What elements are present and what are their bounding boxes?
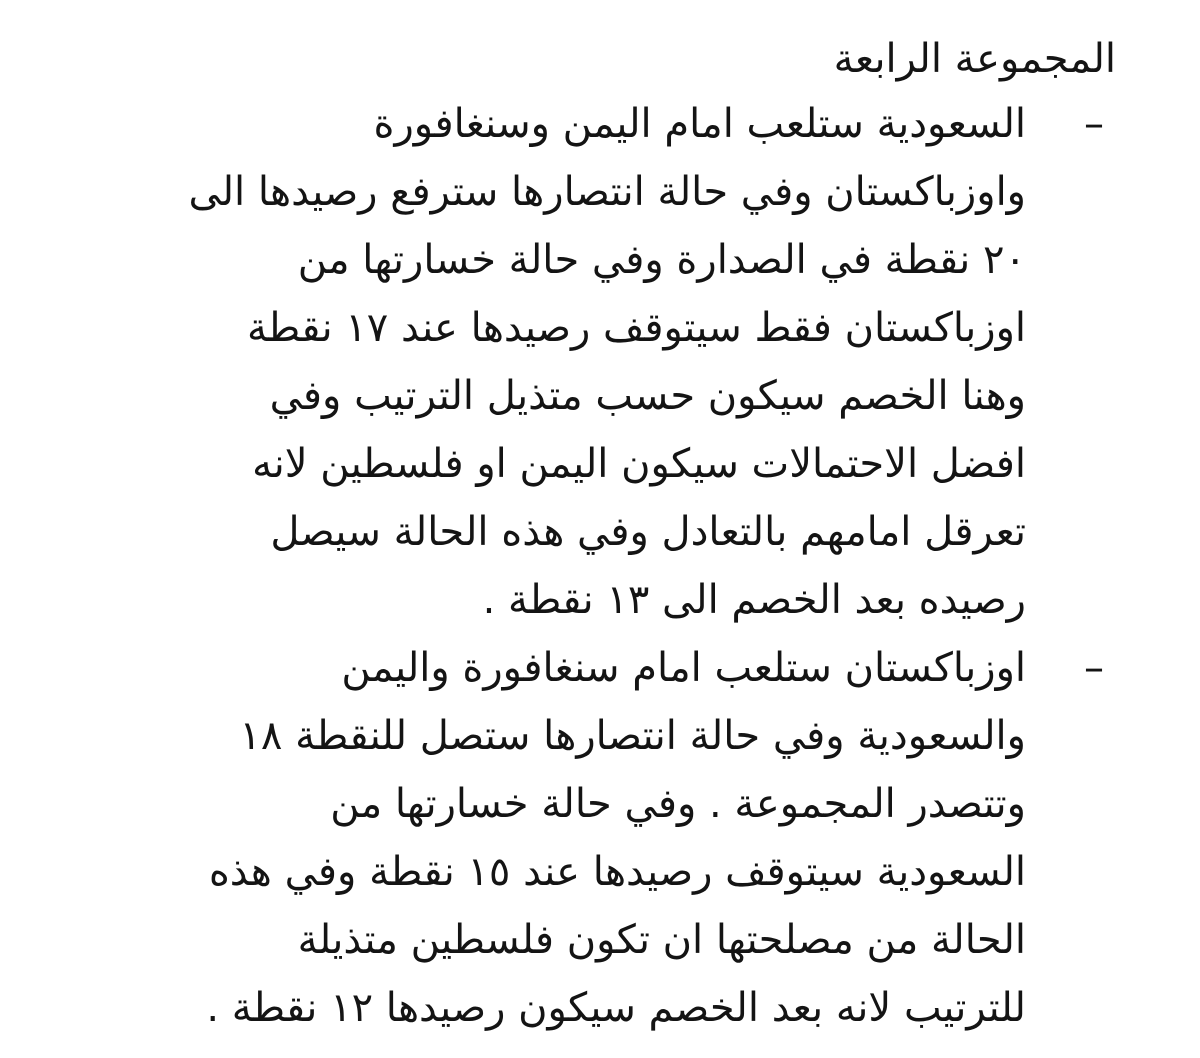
paragraph-line: افضل الاحتمالات سيكون اليمن او فلسطين لانه bbox=[252, 441, 1026, 487]
paragraph-line: ٢٠ نقطة في الصدارة وفي حالة خسارتها من bbox=[297, 237, 1026, 283]
group-title: المجموعة الرابعة bbox=[833, 36, 1116, 82]
paragraph-line: والسعودية وفي حالة انتصارها ستصل للنقطة ١٨ bbox=[239, 713, 1026, 759]
paragraph-line: الحالة من مصلحتها ان تكون فلسطين متذيلة bbox=[297, 917, 1026, 963]
paragraph-line: اوزباكستان ستلعب امام سنغافورة واليمن bbox=[341, 645, 1026, 691]
paragraph-line: للترتيب لانه بعد الخصم سيكون رصيدها ١٢ نقطة . bbox=[206, 985, 1026, 1031]
document-body bbox=[92, 28, 1122, 1042]
paragraph-line: تعرقل امامهم بالتعادل وفي هذه الحالة سيصل bbox=[270, 509, 1026, 555]
dash-bullet-icon: – bbox=[1084, 645, 1104, 691]
list-item-uzbekistan bbox=[92, 634, 1122, 1042]
bullet-list bbox=[92, 90, 1122, 1042]
paragraph-line: وتتصدر المجموعة . وفي حالة خسارتها من bbox=[330, 781, 1026, 827]
paragraph-line: رصيده بعد الخصم الى ١٣ نقطة . bbox=[482, 577, 1026, 623]
paragraph-line: اوزباكستان فقط سيتوقف رصيدها عند ١٧ نقطة bbox=[246, 305, 1026, 351]
list-item-saudi bbox=[92, 90, 1122, 634]
paragraph-line: السعودية ستلعب امام اليمن وسنغافورة bbox=[373, 101, 1026, 147]
dash-bullet-icon: – bbox=[1084, 101, 1104, 147]
paragraph-line: واوزباكستان وفي حالة انتصارها سترفع رصيدها الى bbox=[188, 169, 1026, 215]
paragraph-line: السعودية سيتوقف رصيدها عند ١٥ نقطة وفي هذه bbox=[208, 849, 1026, 895]
paragraph-line: وهنا الخصم سيكون حسب متذيل الترتيب وفي bbox=[269, 373, 1026, 419]
